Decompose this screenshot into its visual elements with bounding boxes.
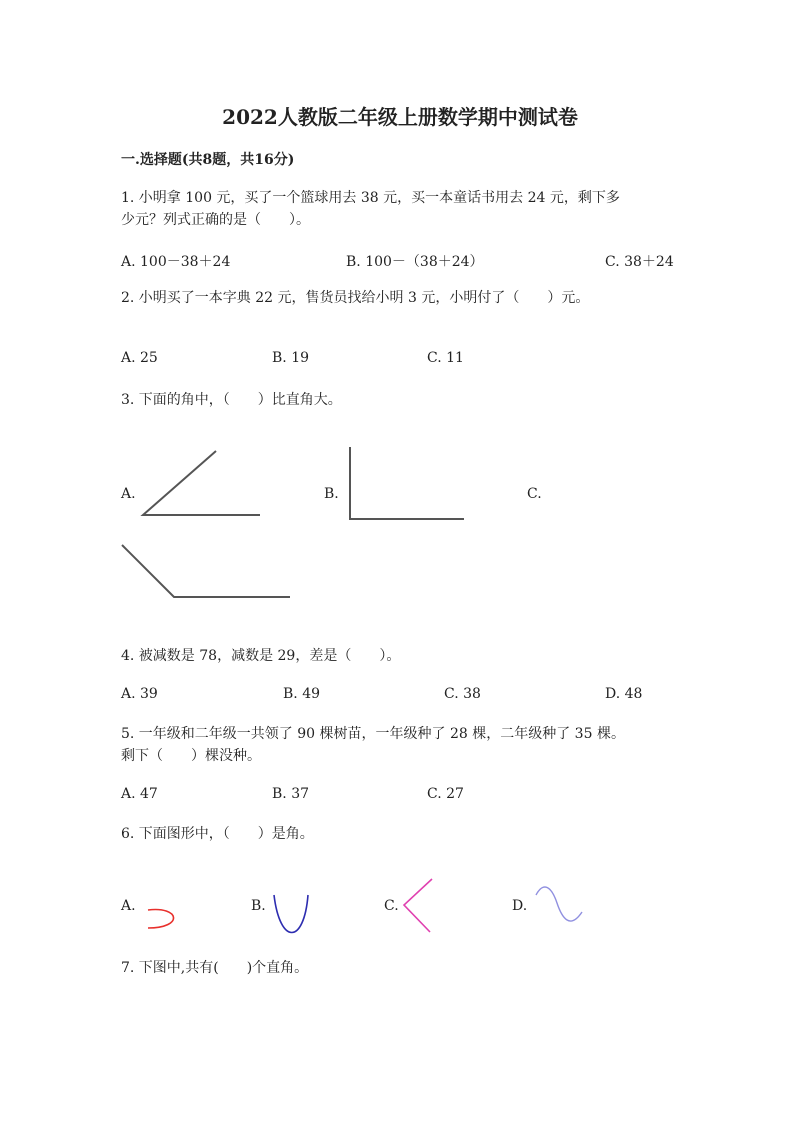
- question-6-option-b: B.: [251, 898, 266, 914]
- question-5-line-1: 5. 一年级和二年级一共领了 90 棵树苗，一年级种了 28 棵，二年级种了 35 棵。: [121, 726, 625, 742]
- question-5-option-b: B. 37: [272, 786, 310, 802]
- question-4-option-a: A. 39: [121, 686, 158, 702]
- question-6-option-c: C.: [384, 898, 399, 914]
- question-1-line-2: 少元？列式正确的是（ ）。: [121, 212, 310, 228]
- question-4-option-b: B. 49: [283, 686, 321, 702]
- question-5-line-2: 剩下（ ）棵没种。: [121, 748, 261, 764]
- question-2-option-c: C. 11: [427, 350, 464, 366]
- question-3-option-c: C.: [527, 486, 542, 502]
- question-2-text: 2. 小明买了一本字典 22 元，售货员找给小明 3 元，小明付了（ ）元。: [121, 290, 590, 306]
- question-4-text: 4. 被减数是 78，减数是 29，差是（ ）。: [121, 648, 401, 664]
- question-1-option-c: C. 38＋24: [605, 254, 674, 270]
- purple-wave-shape: [536, 887, 582, 921]
- question-6-option-d: D.: [512, 898, 528, 914]
- page-title: 2022人教版二年级上册数学期中测试卷: [222, 105, 578, 129]
- question-5-option-a: A. 47: [121, 786, 158, 802]
- question-6-option-a: A.: [121, 898, 136, 914]
- question-1-option-a: A. 100－38＋24: [121, 254, 231, 270]
- question-1-line-1: 1. 小明拿 100 元，买了一个篮球用去 38 元，买一本童话书用去 24 元，剩下多: [121, 190, 620, 206]
- question-3-option-a: A.: [121, 486, 136, 502]
- question-3-option-b: B.: [324, 486, 339, 502]
- red-arc-shape: [148, 910, 174, 928]
- question-5-option-c: C. 27: [427, 786, 464, 802]
- section-heading: 一.选择题(共8题，共16分): [121, 152, 295, 168]
- question-4-option-d: D. 48: [605, 686, 643, 702]
- question-2-option-a: A. 25: [121, 350, 158, 366]
- pink-angle-shape: [404, 879, 432, 932]
- question-4-option-c: C. 38: [444, 686, 481, 702]
- question-6-text: 6. 下面图形中，（ ）是角。: [121, 826, 314, 842]
- blue-parabola-shape: [274, 895, 308, 933]
- question-3-text: 3. 下面的角中，（ ）比直角大。: [121, 392, 342, 408]
- question-7-text: 7. 下图中,共有( )个直角。: [121, 960, 309, 976]
- question-2-option-b: B. 19: [272, 350, 310, 366]
- question-1-option-b: B. 100－（38＋24）: [346, 254, 484, 270]
